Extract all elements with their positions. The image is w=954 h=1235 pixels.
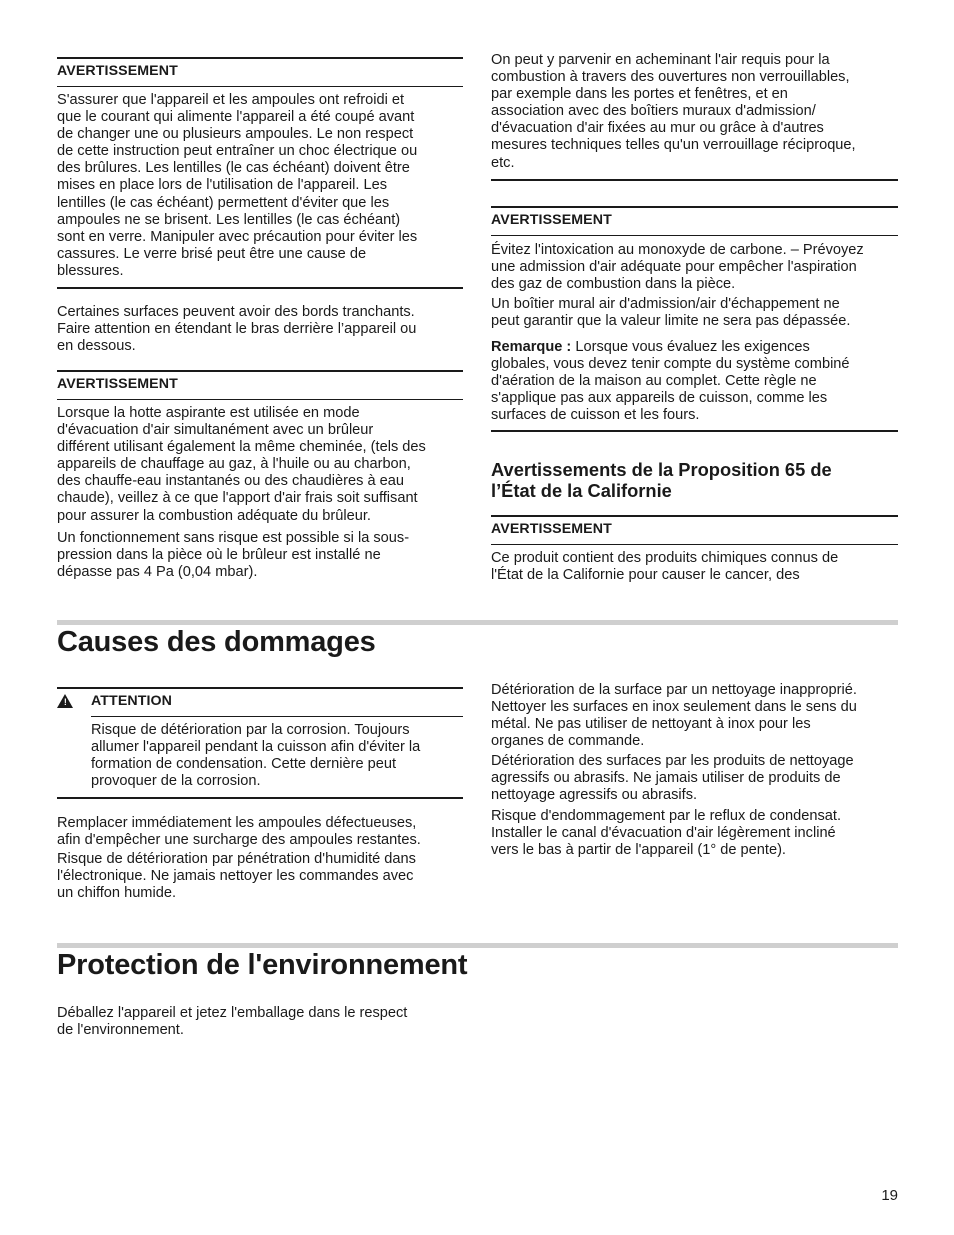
text-line: que le courant qui alimente l'appareil a été coupé avant — [57, 109, 415, 126]
text-line: des gaz de combustion dans la pièce. — [491, 276, 736, 293]
text-line: Certaines surfaces peuvent avoir des bords tranchants. — [57, 304, 415, 320]
text-line: allumer l'appareil pendant la cuisson afin d'éviter la — [91, 739, 421, 756]
section-title: Causes des dommages — [57, 626, 376, 658]
text-line: une admission d'air adéquate pour empêcher l'aspiration — [491, 259, 857, 276]
warning-text — [57, 530, 463, 581]
text-line: Remplacer immédiatement les ampoules défectueuses, — [57, 815, 417, 831]
text-line: par exemple dans les portes et fenêtres, et en — [491, 86, 788, 103]
warning-block — [57, 376, 463, 393]
rule — [57, 86, 463, 87]
text-line: Risque de détérioration par pénétration d'humidité dans — [57, 851, 416, 867]
text-line: lentilles (le cas échéant) permettent d'éviter que les — [57, 194, 390, 211]
text-line: Détérioration des surfaces par les produits de nettoyage — [491, 753, 854, 769]
note-label: Remarque : — [491, 339, 572, 355]
paragraph — [491, 808, 901, 859]
rule — [57, 797, 463, 799]
warning-text — [491, 550, 897, 584]
warning-label: AVERTISSEMENT — [491, 212, 612, 228]
text-line: appareils de chauffage au gaz, à l'huile ou au charbon, — [57, 456, 411, 473]
warning-label: AVERTISSEMENT — [57, 376, 178, 392]
text-line: blessures. — [57, 262, 124, 279]
text-line: pour assurer la combustion adéquate du brûleur. — [57, 507, 371, 524]
text-line: dépasse pas 4 Pa (0,04 mbar). — [57, 564, 258, 581]
text-line: nettoyage agressifs ou abrasifs. — [491, 787, 698, 804]
text-line: provoquer de la corrosion. — [91, 773, 261, 790]
paragraph — [57, 304, 463, 355]
paragraph — [491, 52, 897, 172]
rule — [57, 370, 463, 372]
section-divider — [57, 943, 898, 948]
rule — [491, 430, 898, 432]
text-line: Déballez l'appareil et jetez l'emballage dans le respect — [57, 1005, 408, 1021]
rule — [491, 179, 898, 181]
text-line: Détérioration de la surface par un nettoyage inapproprié. — [491, 682, 857, 698]
warning-block — [491, 212, 897, 229]
text-line: l'électronique. Ne jamais nettoyer les commandes avec — [57, 868, 414, 885]
text-line: Risque d'endommagement par le reflux de condensat. — [491, 808, 842, 824]
text-line: Un fonctionnement sans risque est possible si la sous- — [57, 530, 410, 546]
rule — [491, 206, 898, 208]
section-divider — [57, 620, 898, 625]
text-line: différent utilisant également la même cheminée, (tels des — [57, 439, 426, 456]
text-line: de cette instruction peut entraîner un choc électrique ou — [57, 143, 418, 160]
text-line — [491, 339, 897, 356]
text-line: Ce produit contient des produits chimiques connus de — [491, 550, 839, 566]
text-line: d'aération de la maison au complet. Cette règle ne — [491, 373, 817, 390]
text-line: Installer le canal d'évacuation d'air légèrement incliné — [491, 825, 836, 842]
text-line: en dessous. — [57, 338, 136, 355]
attention-text — [91, 722, 463, 790]
warning-text — [57, 405, 463, 525]
paragraph — [491, 753, 901, 804]
text-line: des brûlures. Les lentilles (le cas échéant) doivent être — [57, 160, 410, 177]
warning-block — [491, 521, 897, 538]
rule — [57, 687, 463, 689]
note — [491, 339, 897, 424]
text-line: ampoules ne se brisent. Les lentilles (le cas échéant) — [57, 211, 401, 228]
text-line: afin d'empêcher une surcharge des ampoules restantes. — [57, 832, 421, 849]
text-line: cassures. Le verre brisé peut être une cause de — [57, 245, 367, 262]
rule — [91, 716, 463, 717]
warning-text — [491, 242, 901, 293]
text-line: Lorsque la hotte aspirante est utilisée en mode — [57, 405, 360, 421]
text-line: organes de commande. — [491, 733, 645, 750]
warning-text — [57, 92, 463, 280]
section-heading — [491, 460, 901, 501]
text-line: globales, vous devez tenir compte du système combiné — [491, 356, 850, 373]
text-line: de changer une ou plusieurs ampoules. Le non respect — [57, 126, 414, 143]
heading-line: l’État de la Californie — [491, 479, 672, 501]
warning-text — [491, 296, 897, 330]
page-number: 19 — [881, 1187, 898, 1204]
attention-label: ATTENTION — [91, 693, 173, 709]
paragraph — [491, 682, 901, 750]
text-line: Un boîtier mural air d'admission/air d'échappement ne — [491, 296, 840, 312]
text-line: Nettoyer les surfaces en inox seulement dans le sens du — [491, 699, 857, 716]
text-line: chaude), veillez à ce que l'apport d'air frais soit suffisant — [57, 490, 418, 507]
attention-header — [57, 693, 463, 712]
text-line: Risque de détérioration par la corrosion. Toujours — [91, 722, 410, 738]
rule — [491, 544, 898, 545]
text-line: vers le bas à partir de l'appareil (1° de pente). — [491, 842, 786, 859]
text-line: agressifs ou abrasifs. Ne jamais utiliser de produits de — [491, 770, 841, 787]
rule — [491, 515, 898, 517]
text-line: etc. — [491, 154, 515, 171]
rule — [57, 287, 463, 289]
text-line: formation de condensation. Cette dernière peut — [91, 756, 397, 773]
rule — [57, 399, 463, 400]
paragraph — [57, 815, 463, 849]
text-line: S'assurer que l'appareil et les ampoules ont refroidi et — [57, 92, 405, 108]
text-line: l'État de la Californie pour causer le cancer, des — [491, 567, 800, 584]
rule — [491, 235, 898, 236]
section-title: Protection de l'environnement — [57, 949, 468, 981]
warning-label: AVERTISSEMENT — [491, 521, 612, 537]
text-line: sont en verre. Manipuler avec précaution pour éviter les — [57, 228, 418, 245]
text-line: peut garantir que la valeur limite ne sera pas dépassée. — [491, 313, 851, 330]
rule — [57, 57, 463, 59]
paragraph — [57, 851, 463, 902]
text-line: s'applique pas aux appareils de cuisson, comme les — [491, 390, 828, 407]
text-line: mises en place lors de l'utilisation de l'appareil. Les — [57, 177, 388, 194]
text-line: mesures techniques telles qu'un verrouillage réciproque, — [491, 137, 856, 154]
text-line: de l'environnement. — [57, 1022, 184, 1039]
text-line: association avec des boîtiers muraux d'admission/ — [491, 103, 816, 120]
text-line: d'évacuation d'air simultanément avec un brûleur — [57, 422, 374, 439]
text-line: un chiffon humide. — [57, 885, 176, 902]
note-text: Lorsque vous évaluez les exigences — [571, 339, 810, 355]
text-line: pression dans la pièce où le brûleur est installé ne — [57, 547, 381, 564]
text-line: métal. Ne pas utiliser de nettoyant à inox pour les — [491, 716, 811, 733]
text-line: Évitez l'intoxication au monoxyde de carbone. – Prévoyez — [491, 242, 864, 258]
warning-label: AVERTISSEMENT — [57, 63, 178, 79]
text-line: On peut y parvenir en acheminant l'air requis pour la — [491, 52, 830, 68]
warning-triangle-icon: ! — [57, 694, 73, 708]
paragraph — [57, 1005, 463, 1039]
text-line: combustion à travers des ouvertures non verrouillables, — [491, 69, 850, 86]
heading-line: Avertissements de la Proposition 65 de — [491, 459, 832, 480]
warning-block — [57, 63, 463, 80]
text-line: surfaces de cuisson et les fours. — [491, 407, 700, 424]
text-line: d'évacuation d'air fixées au mur ou grâce à d'autres — [491, 120, 824, 137]
text-line: des chauffe-eau instantanés ou des chaudières à eau — [57, 473, 404, 490]
text-line: Faire attention en étendant le bras derrière l’appareil ou — [57, 321, 417, 338]
